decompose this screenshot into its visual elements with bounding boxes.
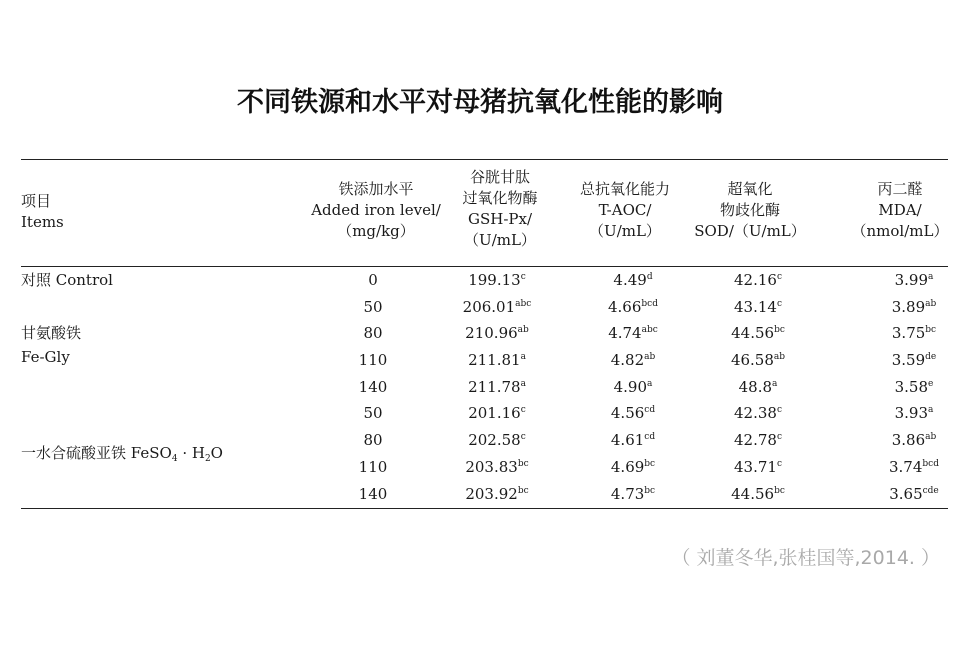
group-feso4-prefix: 一水合硫酸亚铁 FeSO [21,444,172,462]
cell-gsh-value: 199.13 [468,271,521,289]
cell-gsh-value: 203.92 [465,485,518,503]
cell-gsh-value: 202.58 [468,431,521,449]
cell-taoc-value: 4.82 [610,351,645,369]
header-gsh-cn1: 谷胱甘肽 [469,168,530,186]
header-mda-unit: （nmol/mL） [851,222,949,240]
cell-sod-value: 44.56 [731,324,775,342]
header-mda [845,179,955,242]
cell-sod [698,457,818,477]
cell-sod [698,377,818,397]
cell-taoc-value: 4.90 [613,378,648,396]
cell-level [313,350,433,370]
cell-gsh-significance: ab [517,325,529,335]
cell-gsh [437,430,557,450]
cell-level [313,430,433,450]
cell-level [313,297,433,317]
cell-gsh-significance: c [520,405,526,415]
cell-level [313,457,433,477]
cell-taoc-value: 4.69 [610,458,645,476]
header-iron-cn: 铁添加水平 [338,180,414,198]
cell-mda [854,270,960,290]
group-feso4 [21,441,223,465]
cell-mda-value: 3.65 [889,485,923,503]
cell-mda [854,484,960,504]
cell-level [313,403,433,423]
cell-gsh [437,270,557,290]
cell-taoc [573,484,693,504]
cell-mda [854,350,960,370]
header-gsh-unit: （U/mL） [464,231,536,249]
cell-mda-value: 3.86 [891,431,926,449]
cell-sod [698,297,818,317]
table-top-rule [21,159,948,160]
group-feso4-suffix: O [210,444,223,462]
cell-taoc-significance: abc [641,325,658,335]
cell-sod-significance: ab [773,352,786,362]
cell-mda [854,430,960,450]
cell-sod-significance: c [776,405,782,415]
header-taoc-unit: （U/mL） [589,222,661,240]
group-feso4-sub2: 2 [204,454,211,464]
cell-gsh-value: 211.81 [468,351,521,369]
group-fe-gly-cn: 甘氨酸铁 [21,324,82,342]
cell-level [313,484,433,504]
cell-mda-significance: ab [925,432,937,442]
cell-sod [698,403,818,423]
cell-mda-significance: bc [925,325,937,335]
cell-mda [854,403,960,423]
cell-mda-value: 3.75 [891,324,926,342]
cell-taoc-value: 4.49 [613,271,647,289]
cell-taoc-value: 4.73 [610,485,645,503]
cell-sod-value: 43.14 [734,298,777,316]
cell-gsh [437,297,557,317]
cell-mda-significance: e [928,379,934,389]
cell-mda-value: 3.93 [894,404,929,422]
header-items [21,191,141,233]
cell-gsh [437,377,557,397]
cell-taoc-significance: ab [644,352,656,362]
group-feso4-sub1: 4 [171,454,178,464]
cell-sod-significance: bc [774,325,785,335]
cell-taoc-significance: bc [644,486,656,496]
header-taoc-cn: 总抗氧化能力 [579,180,670,198]
cell-taoc-significance: a [647,379,653,389]
cell-mda-significance: de [925,352,937,362]
header-t-aoc [560,179,690,242]
cell-mda [854,377,960,397]
cell-taoc [573,350,693,370]
cell-sod-significance: c [776,459,782,469]
cell-sod [698,484,818,504]
cell-taoc [573,457,693,477]
cell-sod [698,323,818,343]
cell-sod-value: 42.16 [734,271,777,289]
cell-mda-significance: a [928,272,934,282]
cell-taoc-value: 4.56 [610,404,645,422]
cell-mda [854,297,960,317]
cell-taoc [573,403,693,423]
group-feso4-mid: · H [177,444,205,462]
table-header-rule [21,266,948,267]
header-sod-cn2: 物歧化酶 [719,201,780,219]
cell-taoc-significance: bcd [641,299,658,309]
cell-sod-value: 46.58 [730,351,774,369]
cell-level-value: 50 [363,298,383,316]
header-gsh-en: GSH-Px/ [467,210,532,228]
cell-level [313,270,433,290]
cell-taoc-value: 4.61 [610,431,645,449]
cell-sod [698,430,818,450]
cell-taoc-significance: cd [644,432,656,442]
cell-sod-value: 43.71 [734,458,777,476]
cell-mda-value: 3.59 [891,351,926,369]
cell-level-value: 110 [358,458,388,476]
cell-taoc-significance: cd [644,405,656,415]
cell-gsh-significance: c [520,272,526,282]
cell-taoc [573,297,693,317]
cell-level-value: 0 [368,271,378,289]
header-items-en: Items [21,213,64,231]
cell-taoc [573,377,693,397]
cell-sod-significance: c [776,299,782,309]
cell-taoc-significance: bc [644,459,656,469]
cell-level-value: 80 [363,431,383,449]
cell-sod-significance: bc [774,486,785,496]
group-fe-gly [21,321,81,369]
cell-sod-significance: c [776,272,782,282]
cell-mda-value: 3.74 [889,458,923,476]
header-taoc-en: T-AOC/ [598,201,652,219]
header-iron-en: Added iron level/ [311,201,441,219]
cell-gsh-value: 206.01 [462,298,516,316]
cell-level-value: 140 [358,378,388,396]
cell-gsh-value: 201.16 [468,404,521,422]
cell-gsh-value: 211.78 [468,378,521,396]
cell-level [313,377,433,397]
cell-mda-significance: ab [925,299,937,309]
source-citation: （ 刘董冬华,张桂国等,2014. ） [671,547,940,569]
cell-gsh-significance: c [520,432,526,442]
cell-taoc [573,270,693,290]
page-title: 不同铁源和水平对母猪抗氧化性能的影响 [237,87,723,118]
cell-taoc-value: 4.66 [608,298,642,316]
cell-taoc-value: 4.74 [608,324,642,342]
cell-gsh [437,323,557,343]
cell-level-value: 140 [358,485,388,503]
cell-taoc [573,430,693,450]
cell-sod-value: 42.38 [734,404,777,422]
cell-mda-significance: cde [922,486,939,496]
header-gsh-px [430,167,570,251]
cell-mda [854,323,960,343]
group-control: 对照 Control [21,271,113,289]
header-iron-unit: （mg/kg） [337,222,415,240]
cell-taoc-significance: d [646,272,653,282]
cell-sod [698,350,818,370]
group-fe-gly-en: Fe-Gly [21,348,70,366]
cell-sod-significance: c [776,432,782,442]
cell-sod-value: 48.8 [738,378,773,396]
cell-sod-value: 44.56 [731,485,775,503]
table-bottom-rule [21,508,948,509]
cell-mda-significance: a [928,405,934,415]
header-gsh-cn2: 过氧化物酶 [462,189,538,207]
cell-gsh-value: 203.83 [465,458,518,476]
cell-gsh [437,403,557,423]
cell-sod-value: 42.78 [734,431,777,449]
cell-mda [854,457,960,477]
header-items-cn: 项目 [21,192,52,210]
cell-mda-value: 3.89 [891,298,926,316]
cell-gsh [437,457,557,477]
cell-mda-value: 3.58 [894,378,929,396]
cell-gsh-significance: bc [517,486,529,496]
cell-sod-significance: a [772,379,778,389]
cell-gsh-significance: bc [517,459,529,469]
header-mda-en: MDA/ [878,201,922,219]
cell-gsh-significance: a [520,352,526,362]
cell-gsh [437,484,557,504]
header-sod-en: SOD/（U/mL） [694,222,806,240]
cell-gsh-value: 210.96 [465,324,518,342]
header-mda-cn: 丙二醛 [877,180,923,198]
cell-level-value: 50 [363,404,383,422]
header-sod [680,179,820,242]
cell-level [313,323,433,343]
cell-mda-significance: bcd [922,459,939,469]
cell-gsh-significance: abc [515,299,532,309]
cell-taoc [573,323,693,343]
cell-level-value: 80 [363,324,383,342]
cell-gsh-significance: a [520,379,526,389]
header-sod-cn1: 超氧化 [727,180,773,198]
cell-mda-value: 3.99 [894,271,929,289]
cell-level-value: 110 [358,351,388,369]
cell-sod [698,270,818,290]
cell-gsh [437,350,557,370]
